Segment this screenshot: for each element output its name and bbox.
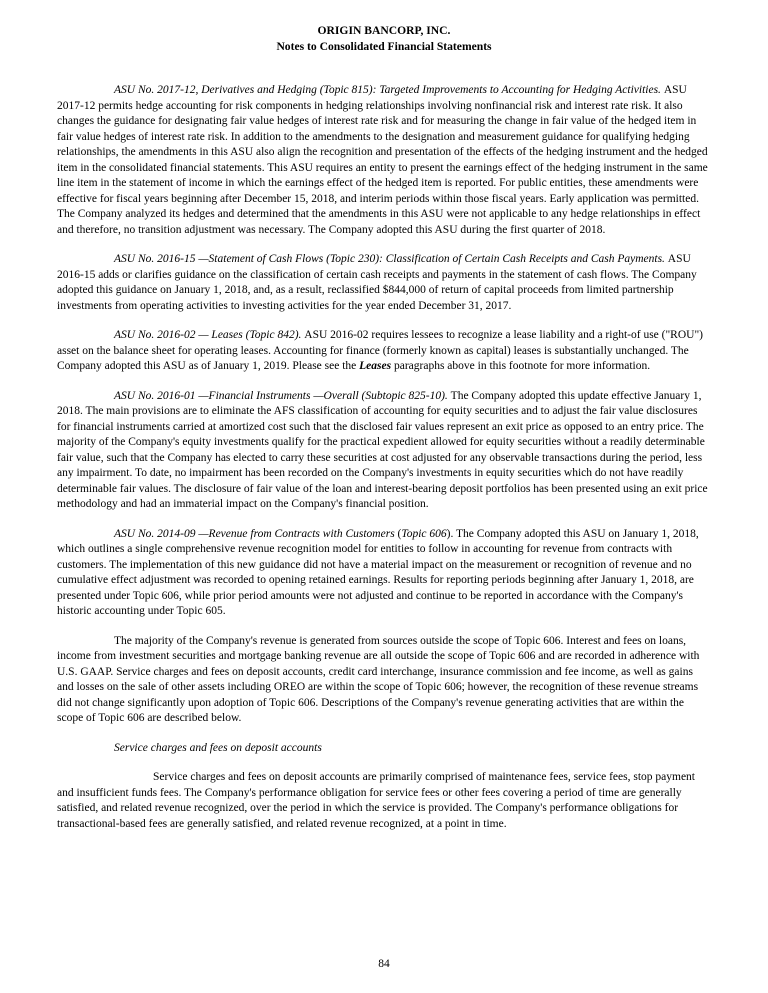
text-segment: paragraphs above in this footnote for more information.	[391, 360, 651, 372]
text-segment: ASU 2016-02 requires lessees to recognize a lease liability and a right-of use ("ROU") asset on the balance sheet for operating leases. Accounting for finance (formerly known as capital) leases is substantially unchanged. The Company adopted this ASU as of January 1, 2019. Please see the	[57, 329, 703, 372]
paragraph-asu-2016-02	[57, 328, 711, 375]
text-segment: ASU No. 2017-12, Derivatives and Hedging (Topic 815): Targeted Improvements to Accounting for Hedging Activities.	[114, 84, 664, 96]
text-segment: The Company adopted this update effective January 1, 2018. The main provisions are to eliminate the AFS classification of accounting for equity securities and to adjust the fair value disclosures for financial instruments carried at amortized cost such that the disclosed fair values represent an exit price as opposed to an entry price. The majority of the Company's equity investments qualify for the practical expedient allowed for equity securities without a readily determinable fair value, such that the Company has elected to carry these securities at cost adjusted for any observable transactions during the period, less any impairment. To date, no impairment has been recorded on the Company's investments in equity securities which do not have readily determinable fair values. The disclosure of fair value of the loan and interest-bearing deposit portfolios has been presented using an exit price methodology and had an immaterial impact on the Company's financial position.	[57, 389, 708, 510]
text-segment: ASU No. 2016-01 —Financial Instruments —Overall (Subtopic 825-10).	[114, 389, 451, 402]
text-segment: ASU No. 2016-02 — Leases (Topic 842).	[114, 329, 305, 341]
paragraph-asu-2016-15	[57, 252, 711, 314]
document-body	[57, 83, 711, 832]
text-segment: ASU 2017-12 permits hedge accounting for risk components in hedging relationships involving nonfinancial risk and interest rate risk. It also changes the guidance for designating fair value hedges of interest rate risk and for measuring the change in fair value of the hedged item in fair value hedges of interest rate risk. In addition to the amendments to the designation and measurement guidance for qualifying hedging relationships, the amendments in this ASU also align the recognition and presentation of the effects of the hedging instrument and the hedged item in the consolidated financial statements. This ASU requires an entity to present the earnings effect of the hedging instrument in the same line item in the statement of income in which the earnings effect of the hedged item is reported. For public entities, these amendments were effective for fiscal years beginning after December 15, 2018, and interim periods within those fiscal years. Early application was permitted. The Company analyzed its hedges and determined that the amendments in this ASU were not applicable to any hedge relationships in effect and therefore, no transition adjustment was necessary. The Company adopted this ASU during the first quarter of 2018.	[57, 84, 708, 236]
document-header	[0, 0, 768, 54]
paragraph-asu-2016-01	[57, 389, 711, 513]
paragraph-asu-2017-12	[57, 83, 711, 238]
text-segment: ASU 2016-15 adds or clarifies guidance on the classification of certain cash receipts and payments in the statement of cash flows. The Company adopted this guidance on January 1, 2018, and, as a result, reclassified $844,000 of return of capital proceeds from limited partnership investments from operating activities to investing activities for the year ended December 31, 2017.	[57, 253, 697, 312]
heading-service-charges	[57, 741, 711, 757]
text-segment: ). The Company adopted this ASU on January 1, 2018, which outlines a single comprehensive revenue recognition model for entities to follow in accounting for revenue from contracts with customers. The implementation of this new guidance did not have a material impact on the measurement or recognition of revenue and no cumulative effect adjustment was recorded to opening retained earnings. Results for reporting periods beginning after January 1, 2018, are presented under Topic 606, while prior period amounts were not adjusted and continue to be reported in accordance with the Company's historic accounting under Topic 605.	[57, 527, 699, 617]
paragraph-service-charges	[57, 770, 711, 832]
text-segment: Topic 606	[401, 527, 447, 540]
page-number: 84	[378, 957, 390, 970]
document-subtitle: Notes to Consolidated Financial Statements	[276, 39, 492, 53]
text-segment: (	[397, 527, 402, 540]
page-footer	[0, 957, 768, 973]
paragraph-asu-2014-09	[57, 527, 711, 620]
paragraph-revenue-scope	[57, 634, 711, 727]
company-name: ORIGIN BANCORP, INC.	[317, 24, 451, 37]
text-segment: The majority of the Company's revenue is generated from sources outside the scope of Topic 606. Interest and fees on loans, income from investment securities and mortgage banking revenue are all outside the scope of Topic 606 and are recorded in adherence with U.S. GAAP. Service charges and fees on deposit accounts, credit card interchange, insurance commission and fee income, as well as gains and losses on the sale of other assets including OREO are within the scope of Topic 606; however, the recognition of these revenue streams did not change significantly upon adoption of Topic 606. Descriptions of the Company's revenue generating activities that are within the scope of Topic 606 are described below.	[57, 634, 700, 724]
text-segment: Service charges and fees on deposit accounts are primarily comprised of maintenance fees, service fees, stop payment and insufficient funds fees. The Company's performance obligation for service fees or other fees covering a period of time are generally satisfied, and related revenue recognized, over the period in which the service is provided. The Company's performance obligations for transactional-based fees are generally satisfied, and related revenue recognized, at a point in time.	[57, 771, 695, 830]
text-segment: Leases	[359, 360, 392, 372]
text-segment: ASU No. 2016-15 —Statement of Cash Flows (Topic 230): Classification of Certain Cash Receipts and Cash Payments.	[114, 253, 668, 265]
text-segment: ASU No. 2014-09 —Revenue from Contracts with Customers	[114, 527, 398, 540]
text-segment: Service charges and fees on deposit accounts	[114, 741, 322, 754]
